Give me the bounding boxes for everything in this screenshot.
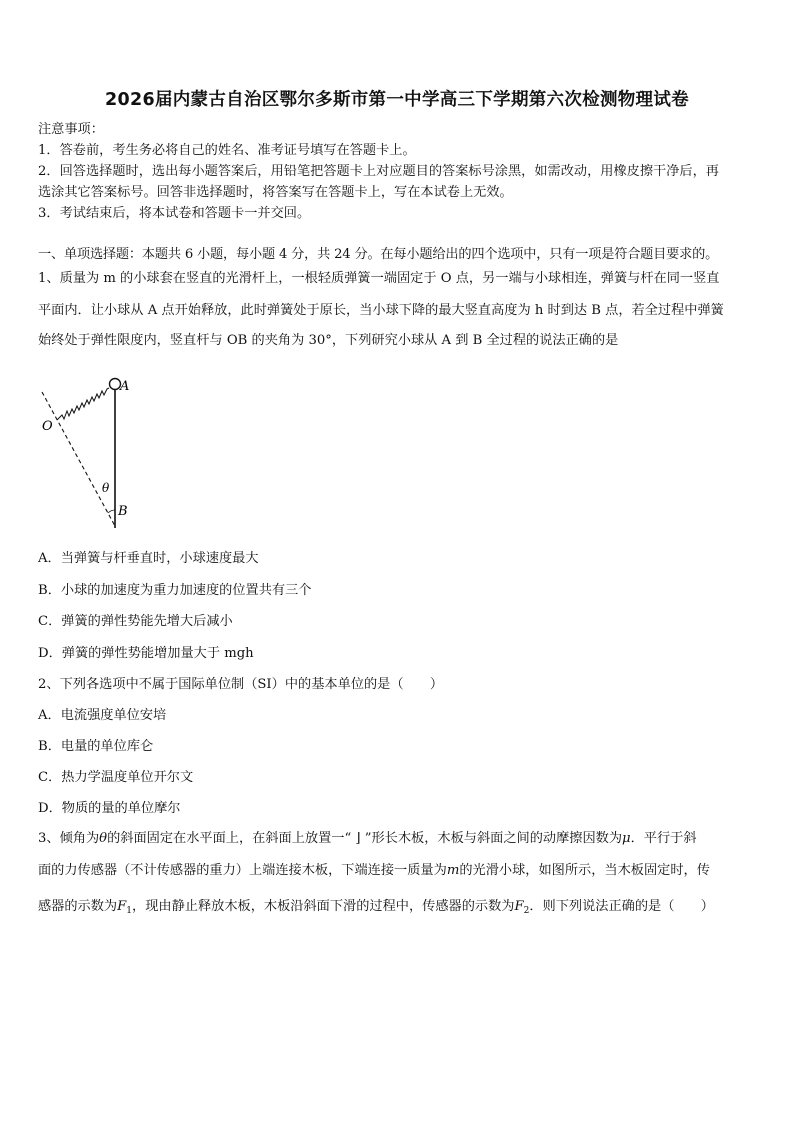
q3-text: ．平行于斜	[630, 831, 697, 846]
subscript-1: 1	[126, 906, 133, 916]
notice-item-1: 1．答卷前，考生务必将自己的姓名、准考证号填写在答题卡上。	[38, 143, 416, 158]
q2-option-b: B．电量的单位库仑	[38, 739, 154, 754]
ball-a	[110, 379, 121, 390]
mu-symbol: μ	[622, 831, 631, 846]
force-symbol: F	[514, 899, 524, 914]
theta-symbol: θ	[99, 831, 108, 846]
label-o: O	[42, 419, 53, 434]
q3-text: 感器的示数为	[38, 899, 118, 914]
q2-option-c: C．热力学温度单位开尔文	[38, 770, 194, 785]
q3-stem-line-2	[38, 862, 710, 880]
q3-text: 的光滑小球，如图所示，当木板固定时，传	[459, 863, 710, 878]
q2-option-a: A．电流强度单位安培	[38, 708, 167, 723]
q3-text: 的斜面固定在水平面上，在斜面上放置一“ ⌋ ”形长木板，木板与斜面之间的动摩擦因数为	[107, 831, 623, 846]
q1-stem-line-2: 平面内．让小球从 A 点开始释放，此时弹簧处于原长，当小球下降的最大竖直高度为 h 时到达 B 点，若全过程中弹簧	[38, 303, 724, 318]
label-theta: θ	[102, 481, 110, 495]
q1-option-b: B．小球的加速度为重力加速度的位置共有三个	[38, 583, 312, 598]
angle-arc	[108, 510, 115, 513]
dashed-line-ob	[42, 392, 115, 526]
q1-option-c: C．弹簧的弹性势能先增大后减小	[38, 614, 233, 629]
notice-item-2-cont: 选涂其它答案标号。回答非选择题时，将答案写在答题卡上，写在本试卷上无效。	[38, 185, 513, 200]
q3-text: ．则下列说法正确的是（ ）	[529, 899, 714, 914]
label-a: A	[120, 379, 130, 394]
notice-item-2: 2．回答选择题时，选出每小题答案后，用铅笔把答题卡上对应题目的答案标号涂黑，如需改动，用橡皮擦干净后，再	[38, 164, 719, 179]
mass-symbol: m	[446, 863, 460, 878]
q3-text: 面的力传感器（不计传感器的重力）上端连接木板，下端连接一质量为	[38, 863, 447, 878]
label-b: B	[118, 504, 128, 519]
q3-stem-line-3	[38, 898, 714, 920]
notice-heading: 注意事项：	[38, 122, 104, 137]
exam-title: 2026届内蒙古自治区鄂尔多斯市第一中学高三下学期第六次检测物理试卷	[105, 90, 689, 110]
q2-option-d: D．物质的量的单位摩尔	[38, 801, 181, 816]
notice-item-3: 3．考试结束后，将本试卷和答题卡一并交回。	[38, 206, 311, 221]
spring-zigzag	[57, 388, 109, 420]
q3-text: ，现由静止释放木板，木板沿斜面下滑的过程中，传感器的示数为	[132, 899, 515, 914]
q3-stem-line-1	[38, 830, 697, 848]
q1-option-a: A．当弹簧与杆垂直时，小球速度最大	[38, 551, 259, 566]
q1-figure	[38, 368, 148, 530]
q2-stem: 2、下列各选项中不属于国际单位制（SI）中的基本单位的是（ ）	[38, 677, 444, 692]
section-heading: 一、单项选择题：本题共 6 小题，每小题 4 分，共 24 分。在每小题给出的四个选项中，只有一项是符合题目要求的。	[38, 247, 719, 262]
q1-stem-line-3: 始终处于弹性限度内，竖直杆与 OB 的夹角为 30°，下列研究小球从 A 到 B 全过程的说法正确的是	[38, 333, 619, 348]
subscript-2: 2	[523, 906, 530, 916]
q1-option-d: D．弹簧的弹性势能增加量大于 mgh	[38, 646, 254, 661]
q1-stem-line-1: 1、质量为 m 的小球套在竖直的光滑杆上，一根轻质弹簧一端固定于 O 点，另一端与小球相连，弹簧与杆在同一竖直	[38, 271, 720, 286]
force-symbol: F	[117, 899, 127, 914]
q3-text: 3、倾角为	[38, 831, 100, 846]
